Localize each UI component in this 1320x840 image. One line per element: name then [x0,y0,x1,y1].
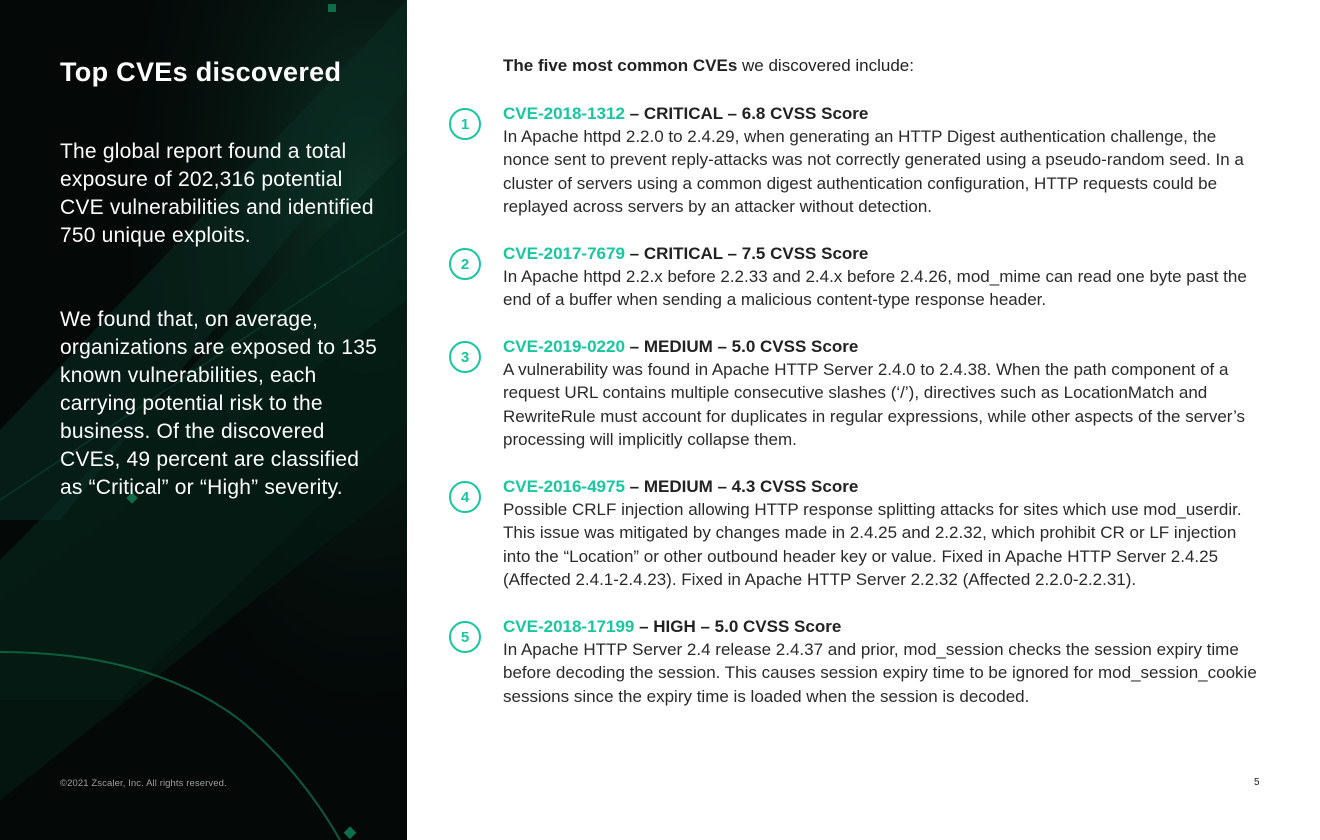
number-circle-icon: 4 [449,481,481,513]
number-circle-icon: 2 [449,248,481,280]
left-panel [0,0,407,840]
cve-id: CVE-2017-7679 [503,244,625,263]
cve-heading [503,242,1263,265]
cve-description: In Apache HTTP Server 2.4 release 2.4.37 and prior, mod_session checks the session expiry time before decoding the session. This causes session expiry time to be ignored for mod_session_cookie sessions since the expiry time is loaded when the session is decoded. [503,640,1257,706]
number-circle-icon: 5 [449,621,481,653]
cve-id: CVE-2018-1312 [503,104,625,123]
cve-id: CVE-2016-4975 [503,477,625,496]
sidebar-paragraph-exposure: The global report found a total exposure of 202,316 potential CVE vulnerabilities and identified 750 unique exploits. [60,140,374,247]
copyright-notice: ©2021 Zscaler, Inc. All rights reserved. [60,778,227,789]
intro-rest: we discovered include: [737,56,914,75]
cve-rating: – CRITICAL – 7.5 CVSS Score [624,244,869,263]
page-number: 5 [1254,777,1260,788]
cve-rating: – CRITICAL – 6.8 CVSS Score [624,104,869,123]
cve-description: In Apache httpd 2.2.x before 2.2.33 and 2.4.x before 2.4.26, mod_mime can read one byte past the end of a buffer when sending a malicious content-type response header. [503,267,1247,310]
sidebar-title: Top CVEs discovered [60,57,342,87]
number-circle-icon: 1 [449,108,481,140]
cve-rating: – HIGH – 5.0 CVSS Score [634,617,842,636]
cve-description: A vulnerability was found in Apache HTTP Server 2.4.0 to 2.4.38. When the path component of a request URL contains multiple consecutive slashes (‘/’), directives such as LocationMatch and RewriteRule must account for duplicates in regular expressions, while other aspects of the server’s processing will implicitly collapse them. [503,360,1246,450]
cve-rating: – MEDIUM – 5.0 CVSS Score [624,337,859,356]
intro-text [503,55,1263,77]
number-circle-icon: 3 [449,341,481,373]
cve-heading [503,102,1263,125]
cve-description: In Apache httpd 2.2.0 to 2.4.29, when generating an HTTP Digest authentication challenge, the nonce sent to prevent reply-attacks was not correctly generated using a pseudo-random seed. In a cluster of servers using a common digest authentication configuration, HTTP requests could be replayed across servers by an attacker without detection. [503,127,1244,217]
cve-rating: – MEDIUM – 4.3 CVSS Score [624,477,859,496]
sidebar-paragraph-average: We found that, on average, organizations are exposed to 135 known vulnerabilities, each carrying potential risk to the business. Of the discovered CVEs, 49 percent are classified as “Critical” or “High” severity. [60,308,377,499]
cve-id: CVE-2019-0220 [503,337,625,356]
intro-bold: The five most common CVEs [503,56,738,75]
cve-heading [503,615,1263,638]
cve-heading [503,335,1263,358]
cve-id: CVE-2018-17199 [503,617,635,636]
cve-description: Possible CRLF injection allowing HTTP response splitting attacks for sites which use mod_userdir. This issue was mitigated by changes made in 2.4.25 and 2.2.32, which prohibit CR or LF injection into the “Location” or other outbound header key or value. Fixed in Apache HTTP Server 2.4.25 (Affected 2.4.1-2.4.23). Fixed in Apache HTTP Server 2.2.32 (Affected 2.2.0-2.2.31). [503,500,1242,590]
cve-heading [503,475,1263,498]
